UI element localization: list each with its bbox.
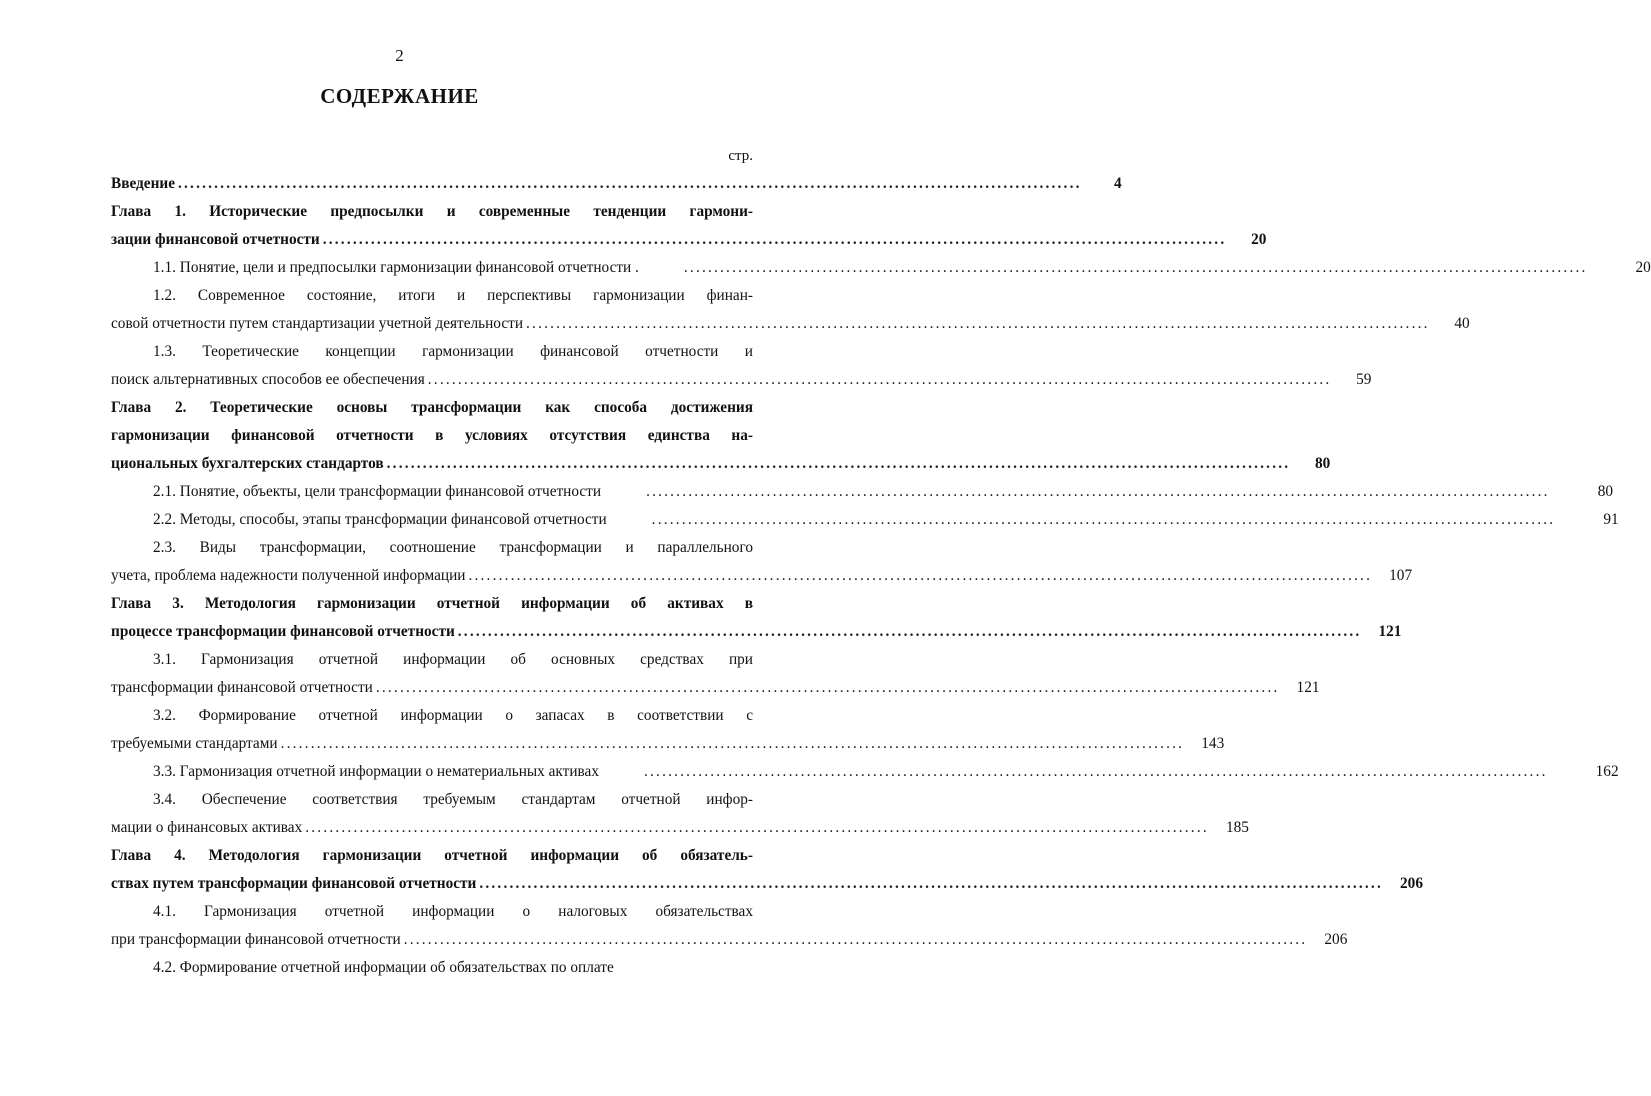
toc-chapter-entry[interactable] <box>111 170 1122 198</box>
toc-chapter-entry[interactable] <box>111 842 1423 898</box>
toc-leader-dots: ...................................................................................................................................................... <box>375 679 1280 696</box>
toc-section-entry[interactable] <box>111 954 753 982</box>
toc-page-number: 59 <box>1356 371 1372 388</box>
toc-leader-dots: ...................................................................................................................................................... <box>457 623 1362 640</box>
toc-entry-text: ствах путем трансформации финансовой отчетности <box>111 875 477 892</box>
toc-entry-line: Глава 3. Методология гармонизации отчетной информации об активах в <box>111 595 753 612</box>
toc-entry-text: 2.2. Методы, способы, этапы трансформации финансовой отчетности <box>153 511 607 528</box>
toc-entry-text: зации финансовой отчетности <box>111 231 320 248</box>
toc-entry-line <box>111 310 1470 338</box>
toc-section-entry[interactable] <box>111 506 1619 534</box>
toc-page-number: 91 <box>1603 511 1619 528</box>
toc-section-entry[interactable] <box>111 254 1651 282</box>
toc-entry-line: Глава 2. Теоретические основы трансформации как способа достижения <box>111 399 753 416</box>
toc-section-entry[interactable] <box>111 702 1225 758</box>
toc-page-number: 20 <box>1635 259 1651 276</box>
toc-entry-text: процессе трансформации финансовой отчетности <box>111 623 455 640</box>
toc-section-entry[interactable] <box>111 758 1619 786</box>
toc-entry-text: 2.1. Понятие, объекты, цели трансформации финансовой отчетности <box>153 483 602 500</box>
toc-page-number: 40 <box>1454 315 1470 332</box>
toc-entry-line: 3.4. Обеспечение соответствия требуемым стандартам отчетной инфор- <box>153 791 753 808</box>
toc-leader-dots: ...................................................................................................................................................... <box>178 175 1082 192</box>
page-column-label: стр. <box>728 148 753 164</box>
toc-entry-text: при трансформации финансовой отчетности <box>111 931 401 948</box>
toc-chapter-entry[interactable] <box>111 198 1267 254</box>
toc-entry-text: 3.3. Гармонизация отчетной информации о нематериальных активах <box>153 763 599 780</box>
toc-entry-text: мации о финансовых активах <box>111 819 303 836</box>
toc-entry-line: 3.2. Формирование отчетной информации о запасах в соответствии с <box>153 707 753 724</box>
toc-entry-line: 1.3. Теоретические концепции гармонизации финансовой отчетности и <box>153 343 753 360</box>
toc-page-number: 80 <box>1314 455 1331 472</box>
toc-entry-line <box>111 562 1413 590</box>
toc-page-number: 185 <box>1225 819 1249 836</box>
toc-leader-dots: ...................................................................................................................................................... <box>683 259 1588 276</box>
toc-page-number: 143 <box>1201 735 1225 752</box>
toc-page-number: 206 <box>1400 875 1423 892</box>
toc-entry-line <box>111 870 1423 898</box>
toc-entry-line <box>111 170 1122 198</box>
toc-entry-text: совой отчетности путем стандартизации учетной деятельности <box>111 315 524 332</box>
toc-entry-line: 2.3. Виды трансформации, соотношение трансформации и параллельного <box>153 539 753 556</box>
toc-entry-text: трансформации финансовой отчетности <box>111 679 373 696</box>
toc-entry-line: 3.1. Гармонизация отчетной информации об основных средствах при <box>153 651 753 668</box>
toc-leader-dots: ...................................................................................................................................................... <box>280 735 1185 752</box>
toc-page-number: 121 <box>1296 679 1320 696</box>
toc-leader-dots: ...................................................................................................................................................... <box>427 371 1332 388</box>
toc-entry-line <box>111 730 1225 758</box>
page-title: СОДЕРЖАНИЕ <box>320 84 479 108</box>
toc-section-entry[interactable] <box>111 478 1613 506</box>
toc-leader-dots: ...................................................................................................................................................... <box>644 763 1548 780</box>
toc-entry-text: учета, проблема надежности полученной информации <box>111 567 466 584</box>
page-number: 2 <box>395 46 404 65</box>
toc-page-number: 206 <box>1324 931 1348 948</box>
toc-entry-line: Глава 1. Исторические предпосылки и современные тенденции гармони- <box>111 203 753 220</box>
toc-entry-text: поиск альтернативных способов ее обеспечения <box>111 371 425 388</box>
toc-entry-line <box>111 674 1320 702</box>
toc-entry-text: Введение <box>111 175 175 192</box>
toc-entry-text: требуемыми стандартами <box>111 735 278 752</box>
table-of-contents <box>111 170 1651 982</box>
toc-page-number: 4 <box>1113 175 1122 192</box>
toc-entry-text: циональных бухгалтерских стандартов <box>111 455 384 472</box>
toc-section-entry[interactable] <box>111 898 1348 954</box>
toc-page-number: 121 <box>1378 623 1402 640</box>
toc-entry-line <box>111 226 1267 254</box>
toc-entry-line <box>111 926 1348 954</box>
toc-leader-dots: ...................................................................................................................................................... <box>526 315 1430 332</box>
toc-entry-line <box>111 814 1249 842</box>
toc-leader-dots: ...................................................................................................................................................... <box>479 875 1383 892</box>
toc-entry-line <box>111 450 1331 478</box>
toc-section-entry[interactable] <box>111 534 1413 590</box>
toc-leader-dots: ...................................................................................................................................................... <box>305 819 1209 836</box>
toc-leader-dots: ...................................................................................................................................................... <box>468 567 1373 584</box>
toc-entry-line <box>111 366 1372 394</box>
toc-leader-dots: ...................................................................................................................................................... <box>646 483 1550 500</box>
toc-entry-line <box>111 954 753 982</box>
toc-chapter-entry[interactable] <box>111 394 1331 478</box>
toc-entry-line <box>111 506 1619 534</box>
toc-section-entry[interactable] <box>111 282 1470 338</box>
toc-entry-line <box>111 758 1619 786</box>
toc-page-number: 20 <box>1251 231 1267 248</box>
toc-page-number: 107 <box>1389 567 1413 584</box>
toc-entry-line <box>111 618 1402 646</box>
toc-section-entry[interactable] <box>111 338 1372 394</box>
toc-page-number: 162 <box>1595 763 1619 780</box>
toc-chapter-entry[interactable] <box>111 590 1402 646</box>
toc-entry-line: 1.2. Современное состояние, итоги и перспективы гармонизации финан- <box>153 287 753 304</box>
toc-entry-line: Глава 4. Методология гармонизации отчетной информации об обязатель- <box>111 847 753 864</box>
toc-leader-dots: ...................................................................................................................................................... <box>651 511 1556 528</box>
toc-leader-dots: ...................................................................................................................................................... <box>403 931 1308 948</box>
toc-entry-text: 1.1. Понятие, цели и предпосылки гармонизации финансовой отчетности . <box>153 259 639 276</box>
toc-section-entry[interactable] <box>111 646 1320 702</box>
toc-entry-line: 4.1. Гармонизация отчетной информации о налоговых обязательствах <box>153 903 753 920</box>
toc-section-entry[interactable] <box>111 786 1249 842</box>
toc-leader-dots: ...................................................................................................................................................... <box>386 455 1291 472</box>
toc-entry-line <box>111 254 1651 282</box>
toc-page-number: 80 <box>1597 483 1613 500</box>
toc-entry-line: гармонизации финансовой отчетности в условиях отсутствия единства на- <box>111 427 753 444</box>
toc-entry-line <box>111 478 1613 506</box>
toc-leader-dots: ...................................................................................................................................................... <box>322 231 1227 248</box>
toc-entry-text: 4.2. Формирование отчетной информации об обязательствах по оплате <box>153 959 614 976</box>
